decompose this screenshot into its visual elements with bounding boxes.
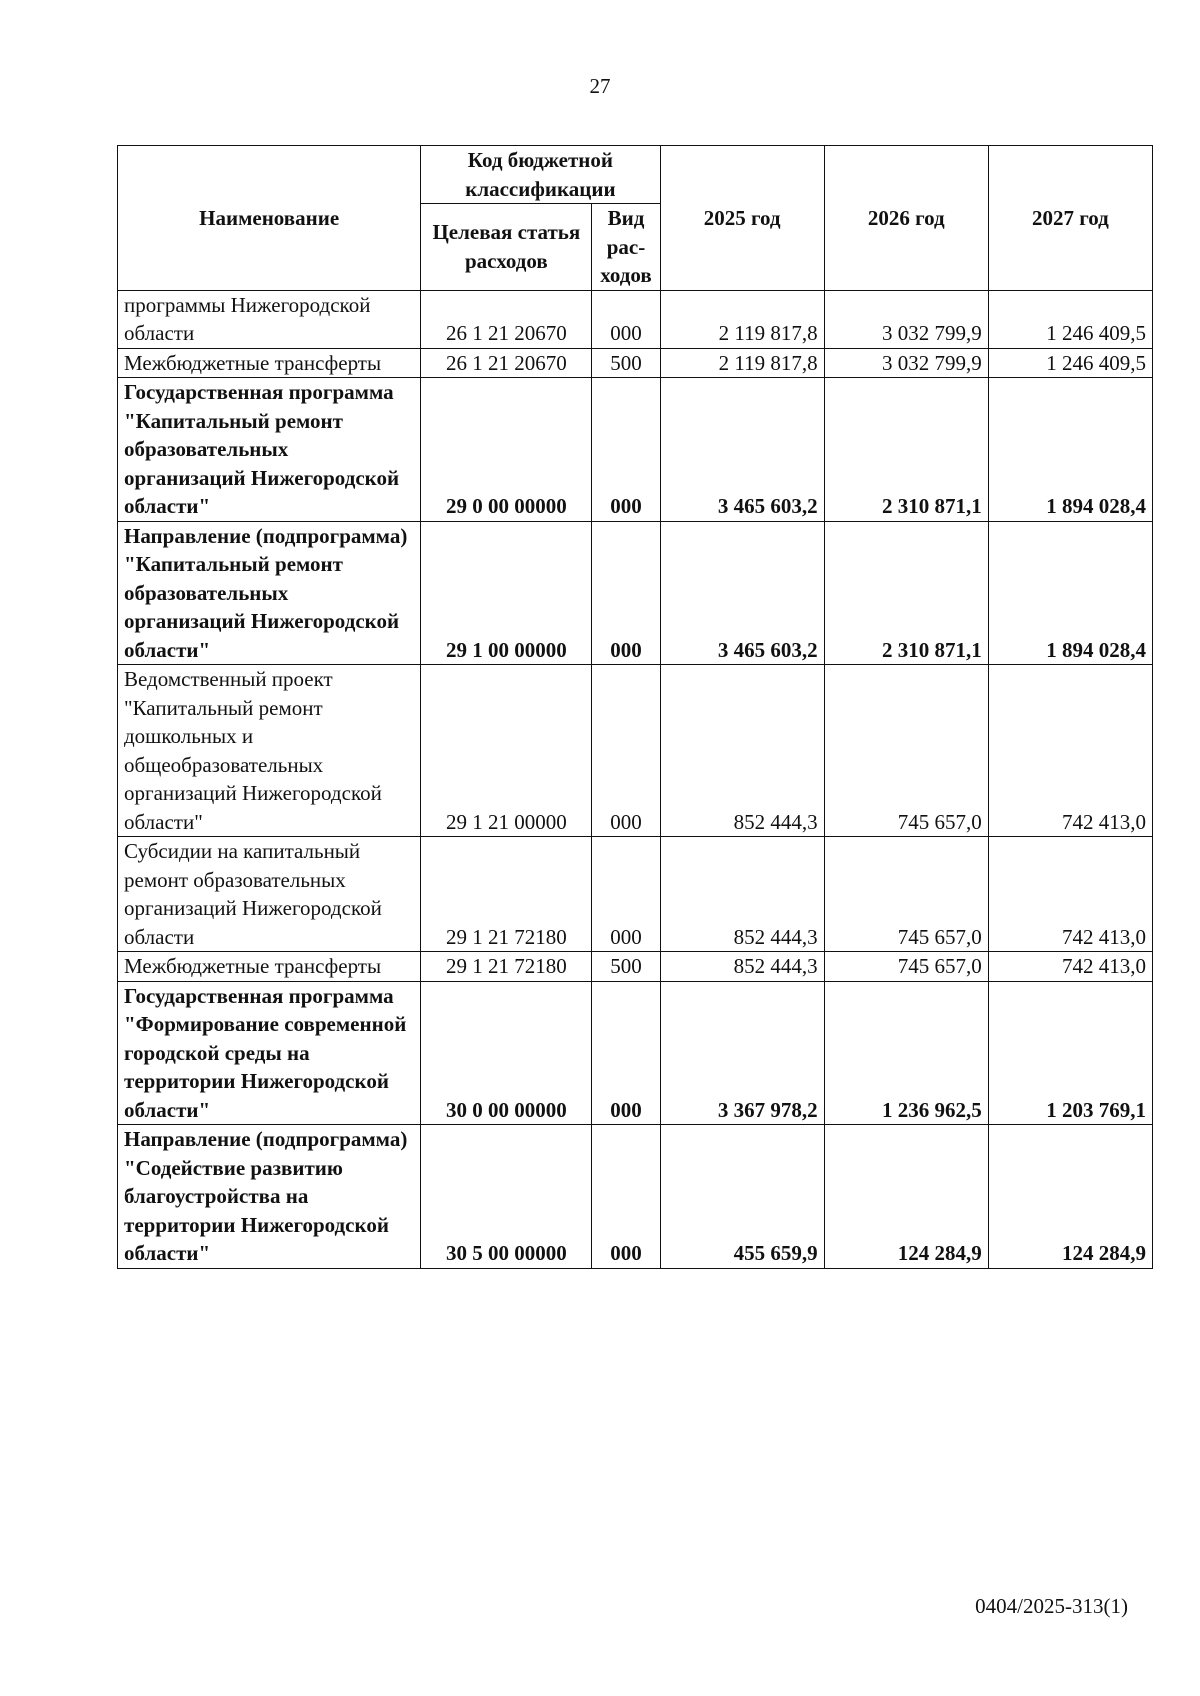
row-value-2025: 2 119 817,8 [660,348,824,378]
row-value-2025: 3 465 603,2 [660,521,824,665]
row-value-2026: 2 310 871,1 [824,378,988,522]
header-code-group: Код бюджетной классификации [421,146,660,204]
table-body [118,290,1153,1268]
table-row [118,1125,1153,1269]
header-name: Наименование [118,146,421,291]
row-name: Государственная программа "Формирование современной городской среды на территории Нижегородской области" [118,981,421,1125]
row-target-article: 30 0 00 00000 [421,981,592,1125]
table-row [118,521,1153,665]
row-value-2026: 1 236 962,5 [824,981,988,1125]
header-year-2025: 2025 год [660,146,824,291]
row-value-2025: 455 659,9 [660,1125,824,1269]
row-expense-type: 500 [592,348,660,378]
row-expense-type: 000 [592,837,660,952]
row-value-2025: 3 465 603,2 [660,378,824,522]
row-value-2027: 1 246 409,5 [988,290,1152,348]
row-value-2027: 1 246 409,5 [988,348,1152,378]
row-name: Направление (подпрограмма) "Содействие развитию благоустройства на территории Нижегородской области" [118,1125,421,1269]
row-target-article: 29 0 00 00000 [421,378,592,522]
row-value-2027: 742 413,0 [988,665,1152,837]
row-expense-type: 000 [592,981,660,1125]
row-value-2025: 3 367 978,2 [660,981,824,1125]
page-number: 27 [589,74,611,98]
row-value-2027: 742 413,0 [988,837,1152,952]
row-value-2026: 745 657,0 [824,665,988,837]
row-target-article: 29 1 21 72180 [421,952,592,982]
table-row [118,981,1153,1125]
row-expense-type: 000 [592,378,660,522]
row-target-article: 29 1 21 72180 [421,837,592,952]
table-row [118,952,1153,982]
row-target-article: 29 1 21 00000 [421,665,592,837]
row-target-article: 30 5 00 00000 [421,1125,592,1269]
row-value-2025: 2 119 817,8 [660,290,824,348]
row-value-2027: 1 894 028,4 [988,521,1152,665]
row-name: Ведомственный проект "Капитальный ремонт дошкольных и общеобразовательных организаций Нижегородской области" [118,665,421,837]
row-target-article: 26 1 21 20670 [421,348,592,378]
row-value-2027: 1 203 769,1 [988,981,1152,1125]
header-expense-type: Вид рас-ходов [592,204,660,291]
row-value-2026: 2 310 871,1 [824,521,988,665]
row-value-2026: 3 032 799,9 [824,348,988,378]
row-name: Межбюджетные трансферты [118,952,421,982]
row-expense-type: 000 [592,290,660,348]
budget-table [117,145,1153,1269]
row-value-2025: 852 444,3 [660,665,824,837]
row-value-2025: 852 444,3 [660,952,824,982]
row-value-2026: 124 284,9 [824,1125,988,1269]
row-name: программы Нижегородской области [118,290,421,348]
header-target-article: Целевая статья расходов [421,204,592,291]
row-expense-type: 000 [592,1125,660,1269]
row-expense-type: 500 [592,952,660,982]
row-value-2027: 1 894 028,4 [988,378,1152,522]
row-value-2027: 124 284,9 [988,1125,1152,1269]
row-value-2026: 745 657,0 [824,837,988,952]
table-row [118,837,1153,952]
row-name: Государственная программа "Капитальный ремонт образовательных организаций Нижегородской области" [118,378,421,522]
row-name: Межбюджетные трансферты [118,348,421,378]
row-target-article: 29 1 00 00000 [421,521,592,665]
row-name: Направление (подпрограмма) "Капитальный ремонт образовательных организаций Нижегородской области" [118,521,421,665]
row-expense-type: 000 [592,665,660,837]
document-code: 0404/2025-313(1) [975,1594,1128,1618]
table-row [118,290,1153,348]
table-row [118,378,1153,522]
row-target-article: 26 1 21 20670 [421,290,592,348]
row-expense-type: 000 [592,521,660,665]
header-year-2027: 2027 год [988,146,1152,291]
row-value-2026: 745 657,0 [824,952,988,982]
row-name: Субсидии на капитальный ремонт образовательных организаций Нижегородской области [118,837,421,952]
row-value-2027: 742 413,0 [988,952,1152,982]
row-value-2025: 852 444,3 [660,837,824,952]
table-header [118,146,1153,291]
table-row [118,348,1153,378]
table-row [118,665,1153,837]
row-value-2026: 3 032 799,9 [824,290,988,348]
header-year-2026: 2026 год [824,146,988,291]
